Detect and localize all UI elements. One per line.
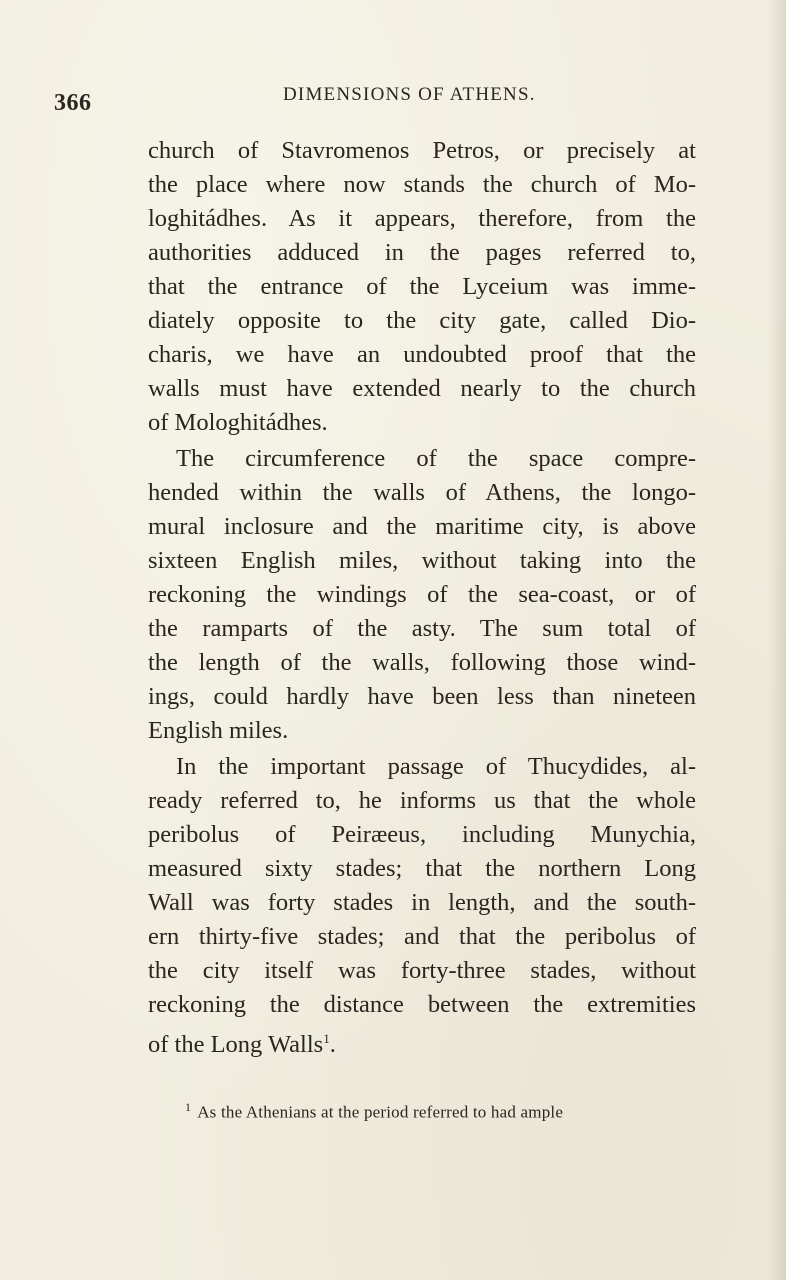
text-line-last: of the Long Walls$^1$. <box>148 1031 336 1059</box>
text-line: ern thirty-five stades; and that the peribolus of <box>148 923 696 950</box>
text-line: The circumference of the space compre- <box>176 445 696 472</box>
text-line: authorities adduced in the pages referred to, <box>148 239 696 266</box>
text-line: sixteen English miles, without taking into the <box>148 547 696 574</box>
page-edge-shadow <box>768 0 786 1280</box>
running-head: DIMENSIONS OF ATHENS. <box>283 84 536 105</box>
text-line: ings, could hardly have been less than nineteen <box>148 683 696 710</box>
text-line: reckoning the distance between the extremities <box>148 991 696 1018</box>
text-line: of Mologhitádhes. <box>148 409 328 436</box>
footnote-text: As the Athenians at the period referred to had ample <box>197 1102 564 1122</box>
text-line: that the entrance of the Lyceium was imme- <box>148 273 696 300</box>
text-line: the ramparts of the asty. The sum total of <box>148 615 696 642</box>
text-line: the place where now stands the church of Mo- <box>148 171 696 198</box>
page-number: 366 <box>54 90 92 116</box>
text-line: the city itself was forty-three stades, without <box>148 957 696 984</box>
text-line: hended within the walls of Athens, the longo- <box>148 479 696 506</box>
text-line: diately opposite to the city gate, called Dio- <box>148 307 696 334</box>
text-line: In the important passage of Thucydides, al- <box>176 753 696 780</box>
text-line: reckoning the windings of the sea-coast, or of <box>148 581 696 608</box>
text-line: loghitádhes. As it appears, therefore, from the <box>148 205 696 232</box>
text-line: walls must have extended nearly to the church <box>148 375 696 402</box>
text-line: charis, we have an undoubted proof that the <box>148 341 696 368</box>
footnote <box>185 1100 563 1123</box>
text-line: the length of the walls, following those wind- <box>148 649 696 676</box>
text-line: measured sixty stades; that the northern Long <box>148 855 696 882</box>
text-line: church of Stavromenos Petros, or precisely at <box>148 137 696 164</box>
footnote-reference: 1 <box>323 1031 330 1046</box>
text-line: English miles. <box>148 717 289 744</box>
text-line: Wall was forty stades in length, and the south- <box>148 889 696 916</box>
text-line-final: of the Long Walls <box>148 1031 324 1059</box>
text-line: peribolus of Peiræeus, including Munychia, <box>148 821 696 848</box>
text-line: mural inclosure and the maritime city, is above <box>148 513 696 540</box>
footnote-mark: 1 <box>185 1100 192 1114</box>
text-line: ready referred to, he informs us that the whole <box>148 787 696 814</box>
